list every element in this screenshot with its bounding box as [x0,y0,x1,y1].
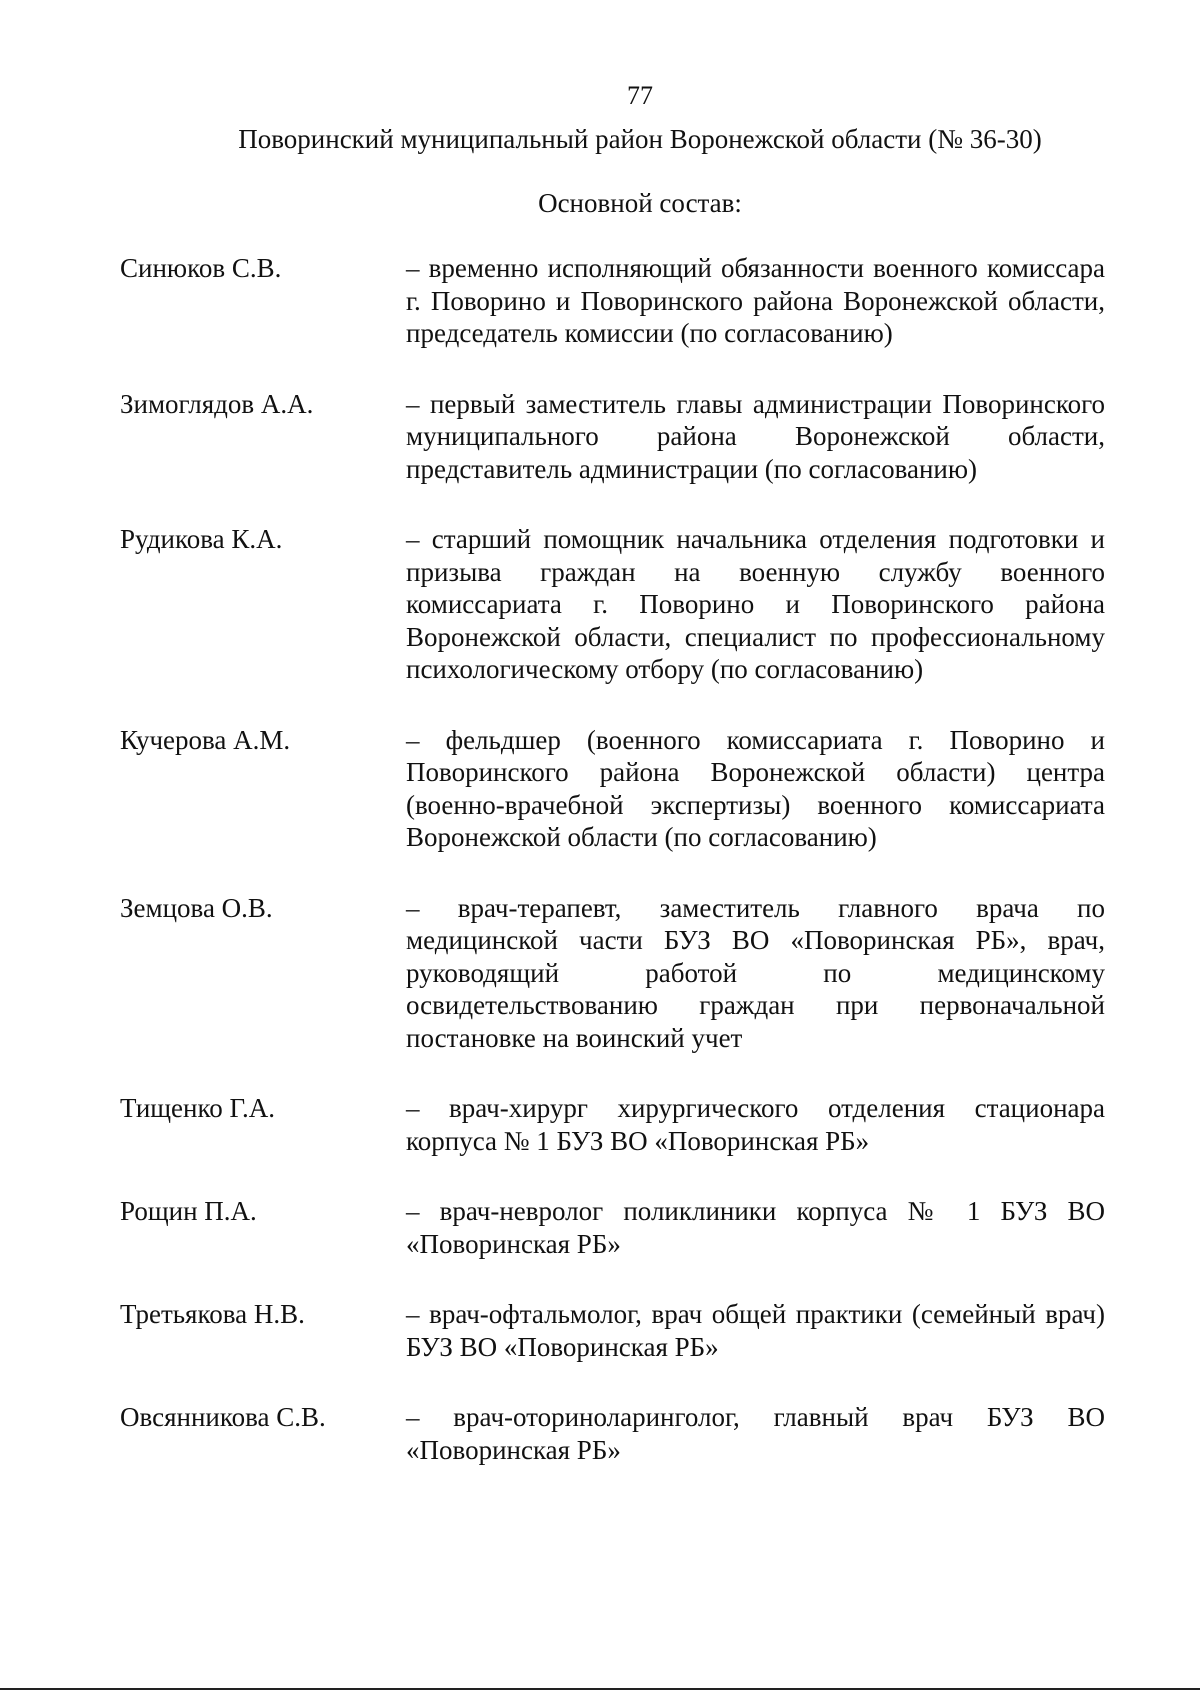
district-title: Поворинский муниципальный район Воронежской области (№ 36-30) [238,124,1042,154]
member-row [120,252,1105,350]
member-row [120,724,1105,854]
member-row [120,1092,1105,1157]
member-name: Овсянникова С.В. [120,1402,326,1432]
page-number: 77 [627,81,653,110]
section-title: Основной состав: [538,188,742,218]
member-row [120,1195,1105,1260]
member-role: – врач-офтальмолог, врач общей практики (семейный врач) БУЗ ВО «Поворинская РБ» [406,1299,1105,1362]
member-role: – врач-оториноларинголог, главный врач БУЗ ВО «Поворинская РБ» [406,1402,1105,1465]
member-role: – врач-терапевт, заместитель главного врача по медицинской части БУЗ ВО «Поворинская РБ», врач, руководящий работой по медицинскому освидетельствованию граждан при первоначальной постановке на воинский учет [406,892,1105,1053]
member-role: – врач-хирург хирургического отделения стационара корпуса № 1 БУЗ ВО «Поворинская РБ» [406,1093,1105,1156]
member-name: Земцова О.В. [120,892,273,923]
member-name: Зимоглядов А.А. [120,388,314,419]
member-role: – первый заместитель главы администрации Поворинского муниципального района Воронежской области, представитель администрации (по согласованию) [406,388,1105,484]
member-role: – фельдшер (военного комиссариата г. Поворино и Поворинского района Воронежской области) центра (военно-врачебной экспертизы) военного комиссариата Воронежской области (по согласованию) [406,724,1105,852]
member-name: Рудикова К.А. [120,524,283,554]
member-role: – старший помощник начальника отделения подготовки и призыва граждан на военную службу военного комиссариата г. Поворино и Поворинского района Воронежской области, специалист по профессиональному психологическому отбору (по согласованию) [406,524,1105,684]
member-role: – временно исполняющий обязанности военного комиссара г. Поворино и Поворинского района Воронежской области, председатель комиссии (по согласованию) [406,253,1105,348]
member-name: Кучерова А.М. [120,724,291,755]
member-row [120,1401,1105,1466]
members-list [120,252,1105,1504]
member-row [120,388,1105,486]
member-row [120,892,1105,1055]
member-name: Синюков С.В. [120,253,282,283]
member-row [120,1298,1105,1363]
member-name: Тищенко Г.А. [120,1093,276,1123]
member-name: Рощин П.А. [120,1196,257,1226]
member-role: – врач-невролог поликлиники корпуса № 1 БУЗ ВО «Поворинская РБ» [406,1196,1105,1259]
member-name: Третьякова Н.В. [120,1299,305,1329]
member-row [120,523,1105,686]
bottom-rule [0,1688,1200,1690]
